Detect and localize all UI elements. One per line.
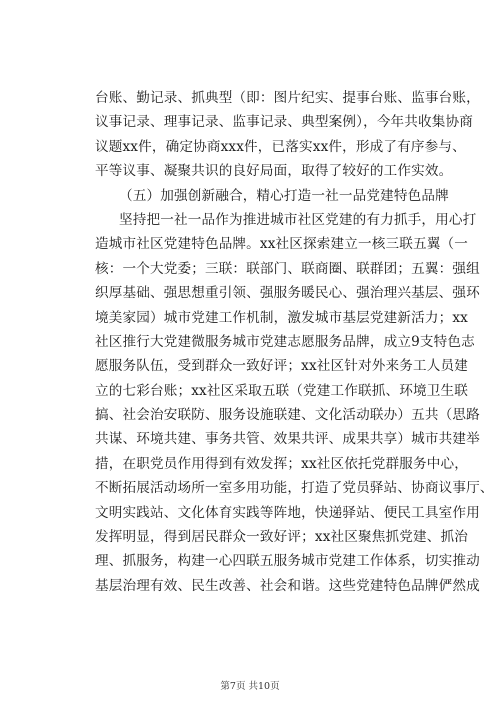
text-line: 平等议事、凝聚共识的良好局面，取得了较好的工作实效。	[95, 163, 453, 180]
text-line: 台账、勤记录、抓典型（即：图片纪实、提事台账、监事台账，	[95, 90, 480, 106]
text-line: 不断拓展活动场所一室多用功能，打造了党员驿站、协商议事厅、	[95, 480, 494, 497]
text-line: 发挥明显，得到居民群众一致好评；xx社区聚焦抓党建、抓治	[95, 529, 468, 546]
text-line: 共谋、环境共建、事务共管、效果共评、成果共享）城市共建举	[95, 431, 480, 448]
document-body	[95, 86, 494, 598]
text-line: 文明实践站、文化体育实践等阵地，快递驿站、便民工具室作用	[95, 504, 480, 521]
text-line: 造城市社区党建特色品牌。xx社区探索建立一核三联五翼（一	[95, 236, 468, 253]
text-line: 议题xx件，确定协商xxx件，已落实xx件，形成了有序参与、	[95, 138, 466, 155]
text-line: 社区推行大党建微服务城市党建志愿服务品牌，成立9支特色志	[95, 333, 475, 350]
text-line: 愿服务队伍，受到群众一致好评；xx社区针对外来务工人员建	[95, 358, 468, 375]
text-line: 核：一个大党委；三联：联部门、联商圈、联群团；五翼：强组	[95, 260, 480, 277]
text-line: 立的七彩台账；xx社区采取五联（党建工作联抓、环境卫生联	[95, 382, 468, 399]
text-line: 坚持把一社一品作为推进城市社区党建的有力抓手，用心打	[119, 211, 477, 228]
text-line: 议事记录、理事记录、监事记录、典型案例），今年共收集协商	[95, 114, 474, 131]
text-line: 境美家园）城市党建工作机制，激发城市基层党建新活力；xx	[95, 309, 468, 326]
page-number-footer: 第7页 共10页	[220, 681, 280, 692]
text-line: 搞、社会治安联防、服务设施联建、文化活动联办）五共（思路	[95, 407, 480, 424]
section-heading: （五）加强创新融合，精心打造一社一品党建特色品牌	[119, 187, 449, 204]
text-line: 理、抓服务，构建一心四联五服务城市党建工作体系，切实推动	[95, 553, 480, 570]
text-line: 织厚基础、强思想重引领、强服务暖民心、强治理兴基层、强环	[95, 285, 480, 302]
text-line: 基层治理有效、民生改善、社会和谐。这些党建特色品牌俨然成	[95, 577, 480, 594]
text-line: 措，在职党员作用得到有效发挥；xx社区依托党群服务中心，	[95, 455, 468, 472]
